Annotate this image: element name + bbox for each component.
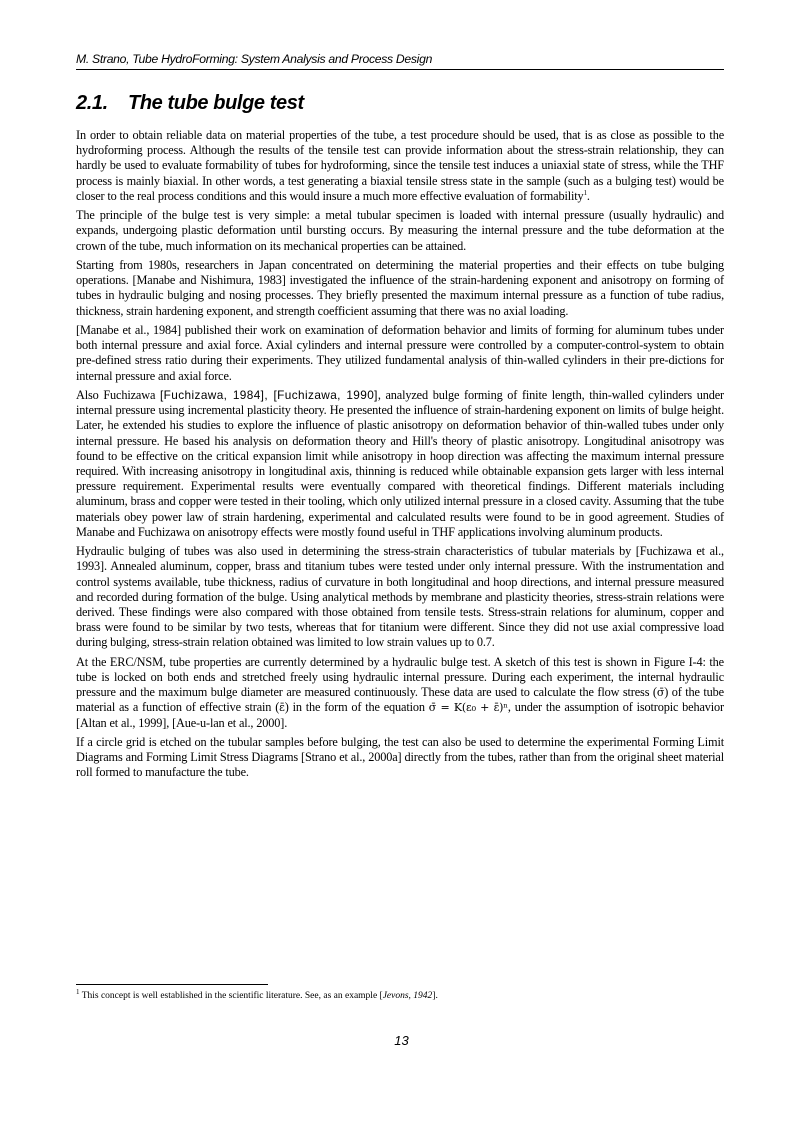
paragraph-1 bbox=[76, 128, 724, 204]
footnote-number: 1 bbox=[76, 987, 80, 996]
paragraph-4: [Manabe et al., 1984] published their work on examination of deformation behavior and limits of forming for aluminum tubes under both internal pressure and axial force. Axial cylinders and internal pressure were controlled by a computer-control-system to obtain pre-defined stress ratio during their experiments. They utilized fundamental analysis of thin-walled cylinders in their pre-dictions for internal pressure and axial force. bbox=[76, 323, 724, 383]
paragraph-text: , under the assumption of isotropic behavior [Altan et al., 1999], [Aue-u-lan et al., 2000]. bbox=[76, 700, 724, 730]
effective-strain-symbol: ε̄ bbox=[279, 701, 285, 715]
page-number: 13 bbox=[394, 1033, 409, 1048]
running-header: M. Strano, Tube HydroForming: System Analysis and Process Design bbox=[76, 52, 433, 66]
flow-stress-symbol: σ̄ bbox=[656, 686, 665, 700]
footnote bbox=[76, 987, 724, 1002]
citation-fuchizawa: [Fuchizawa, 1984], [Fuchizawa, 1990] bbox=[160, 388, 378, 402]
footnote-text: This concept is well established in the scientific literature. See, as an example [ bbox=[79, 991, 383, 1001]
paragraph-5 bbox=[76, 388, 724, 540]
paragraph-text: , analyzed bulge forming of finite length, thin-walled cylinders under internal pressure using incremental plasticity theory. He presented the influence of strain-hardening exponent on limits of bulge height. Later, he extended his studies to explore the influence of plastic anisotropy on deformation behavior of thin-walled tubes under only internal pressure. He based his analysis on deformation theory and Hill's theory of plastic anisotropy. Longitudinal anisotropy was found to be effective on the critical expansion limit while anisotropy in hoop direction was affecting the maximum internal pressure required. With increasing anisotropy in longitudinal axis, thinning is reduced while obtainable expansion gets larger with less internal pressure requirement. Experimental results were eventually compared with theoretical findings. Different materials including aluminum, brass and copper were tested in their tooling, which only utilized internal pressure in a closed cavity. Assuming that the tube materials obey power law of strain hardening, experimental and calculated results were found to be in good agreement. Studies of Manabe and Fuchizawa on anisotropy effects were mostly found useful in THF applications involving aluminum products. bbox=[76, 388, 724, 539]
paragraph-text: At the ERC/NSM, tube properties are currently determined by a hydraulic bulge test. A sketch of this test is shown in Figure I-4: the tube is locked on both ends and stretched freely using hydraulic internal pressure. During each experiment, the internal hydraulic pressure and the maximum bulge diameter are measured continuously. These data are used to calculate the flow stress ( bbox=[76, 654, 724, 700]
flow-stress-equation: σ̄ = K(ε₀ + ε̄)ⁿ bbox=[428, 701, 508, 715]
header-rule bbox=[76, 69, 724, 70]
section-heading bbox=[76, 92, 304, 115]
section-number: 2.1. bbox=[76, 92, 108, 114]
paragraph-3: Starting from 1980s, researchers in Japan concentrated on determining the material properties and their effects on tube bulging operations. [Manabe and Nishimura, 1983] investigated the influence of the strain-hardening exponent and anisotropy on forming of tubes in hydraulic bulging and nosing processes. They briefly presented the maximum internal pressure as a function of tube radius, thickness, strain hardening exponent, and strength coefficient assuming that there was no axial loading. bbox=[76, 258, 724, 318]
paragraph-6: Hydraulic bulging of tubes was also used in determining the stress-strain characteristics of tubular materials by [Fuchizawa et al., 1993]. Annealed aluminum, copper, brass and titanium tubes were tested under only internal pressure. With the instrumentation and control systems available, tube thickness, radius of curvature in both longitudinal and hoop directions, and internal pressure measured and recorded during formation of the bulge. Using analytical methods by membrane and plasticity theories, stress-strain relations were derived. These findings were also compared with those obtained from tensile tests. Stress-strain relations for aluminum, copper and brass were found to be similar by two tests, whereas that for titanium were different. Since they did not use axial compressive load during bulging, stress-strain relation obtained was limited to low strain values up to 0.7. bbox=[76, 544, 724, 650]
paragraph-7 bbox=[76, 655, 724, 731]
paragraph-2: The principle of the bulge test is very simple: a metal tubular specimen is loaded with internal pressure (usually hydraulic) and expands, undergoing plastic deformation until bursting occurs. By measuring the internal pressure and the tube deformation at the crown of the tube, much information on its mechanical properties can be attained. bbox=[76, 208, 724, 253]
footnote-reference: Jevons, 1942 bbox=[382, 991, 433, 1001]
paragraph-end: . bbox=[586, 188, 590, 203]
footnote-rule bbox=[76, 984, 268, 985]
paragraph-text: ) of the tube material as a function of effective strain ( bbox=[76, 685, 724, 715]
paragraph-8: If a circle grid is etched on the tubular samples before bulging, the test can also be used to determine the experimental Forming Limit Diagrams and Forming Limit Stress Diagrams [Strano et al., 2000a] directly from the tubes, rather than from the original sheet material roll formed to manufacture the tube. bbox=[76, 735, 724, 780]
paragraph-text: Also Fuchizawa bbox=[76, 388, 160, 402]
body-text bbox=[76, 128, 724, 785]
section-title: The tube bulge test bbox=[128, 92, 304, 114]
footnote-end: ]. bbox=[432, 991, 438, 1001]
footnote-mark: 1 bbox=[583, 188, 587, 197]
paragraph-text: ) in the form of the equation bbox=[284, 700, 429, 715]
paragraph-text: In order to obtain reliable data on material properties of the tube, a test procedure should be used, that is as close as possible to the hydroforming process. Although the results of the tensile test can provide information about the stress-strain relationship, they can hardly be used to evaluate formability of tubes for hydroforming, since the tensile test induces a uniaxial state of stress, while the THF process is mainly biaxial. In other words, a test generating a biaxial tensile stress state in the sample (such as a bulging test) would be closer to the real process conditions and this would insure a much more effective evaluation of formability bbox=[76, 128, 724, 203]
